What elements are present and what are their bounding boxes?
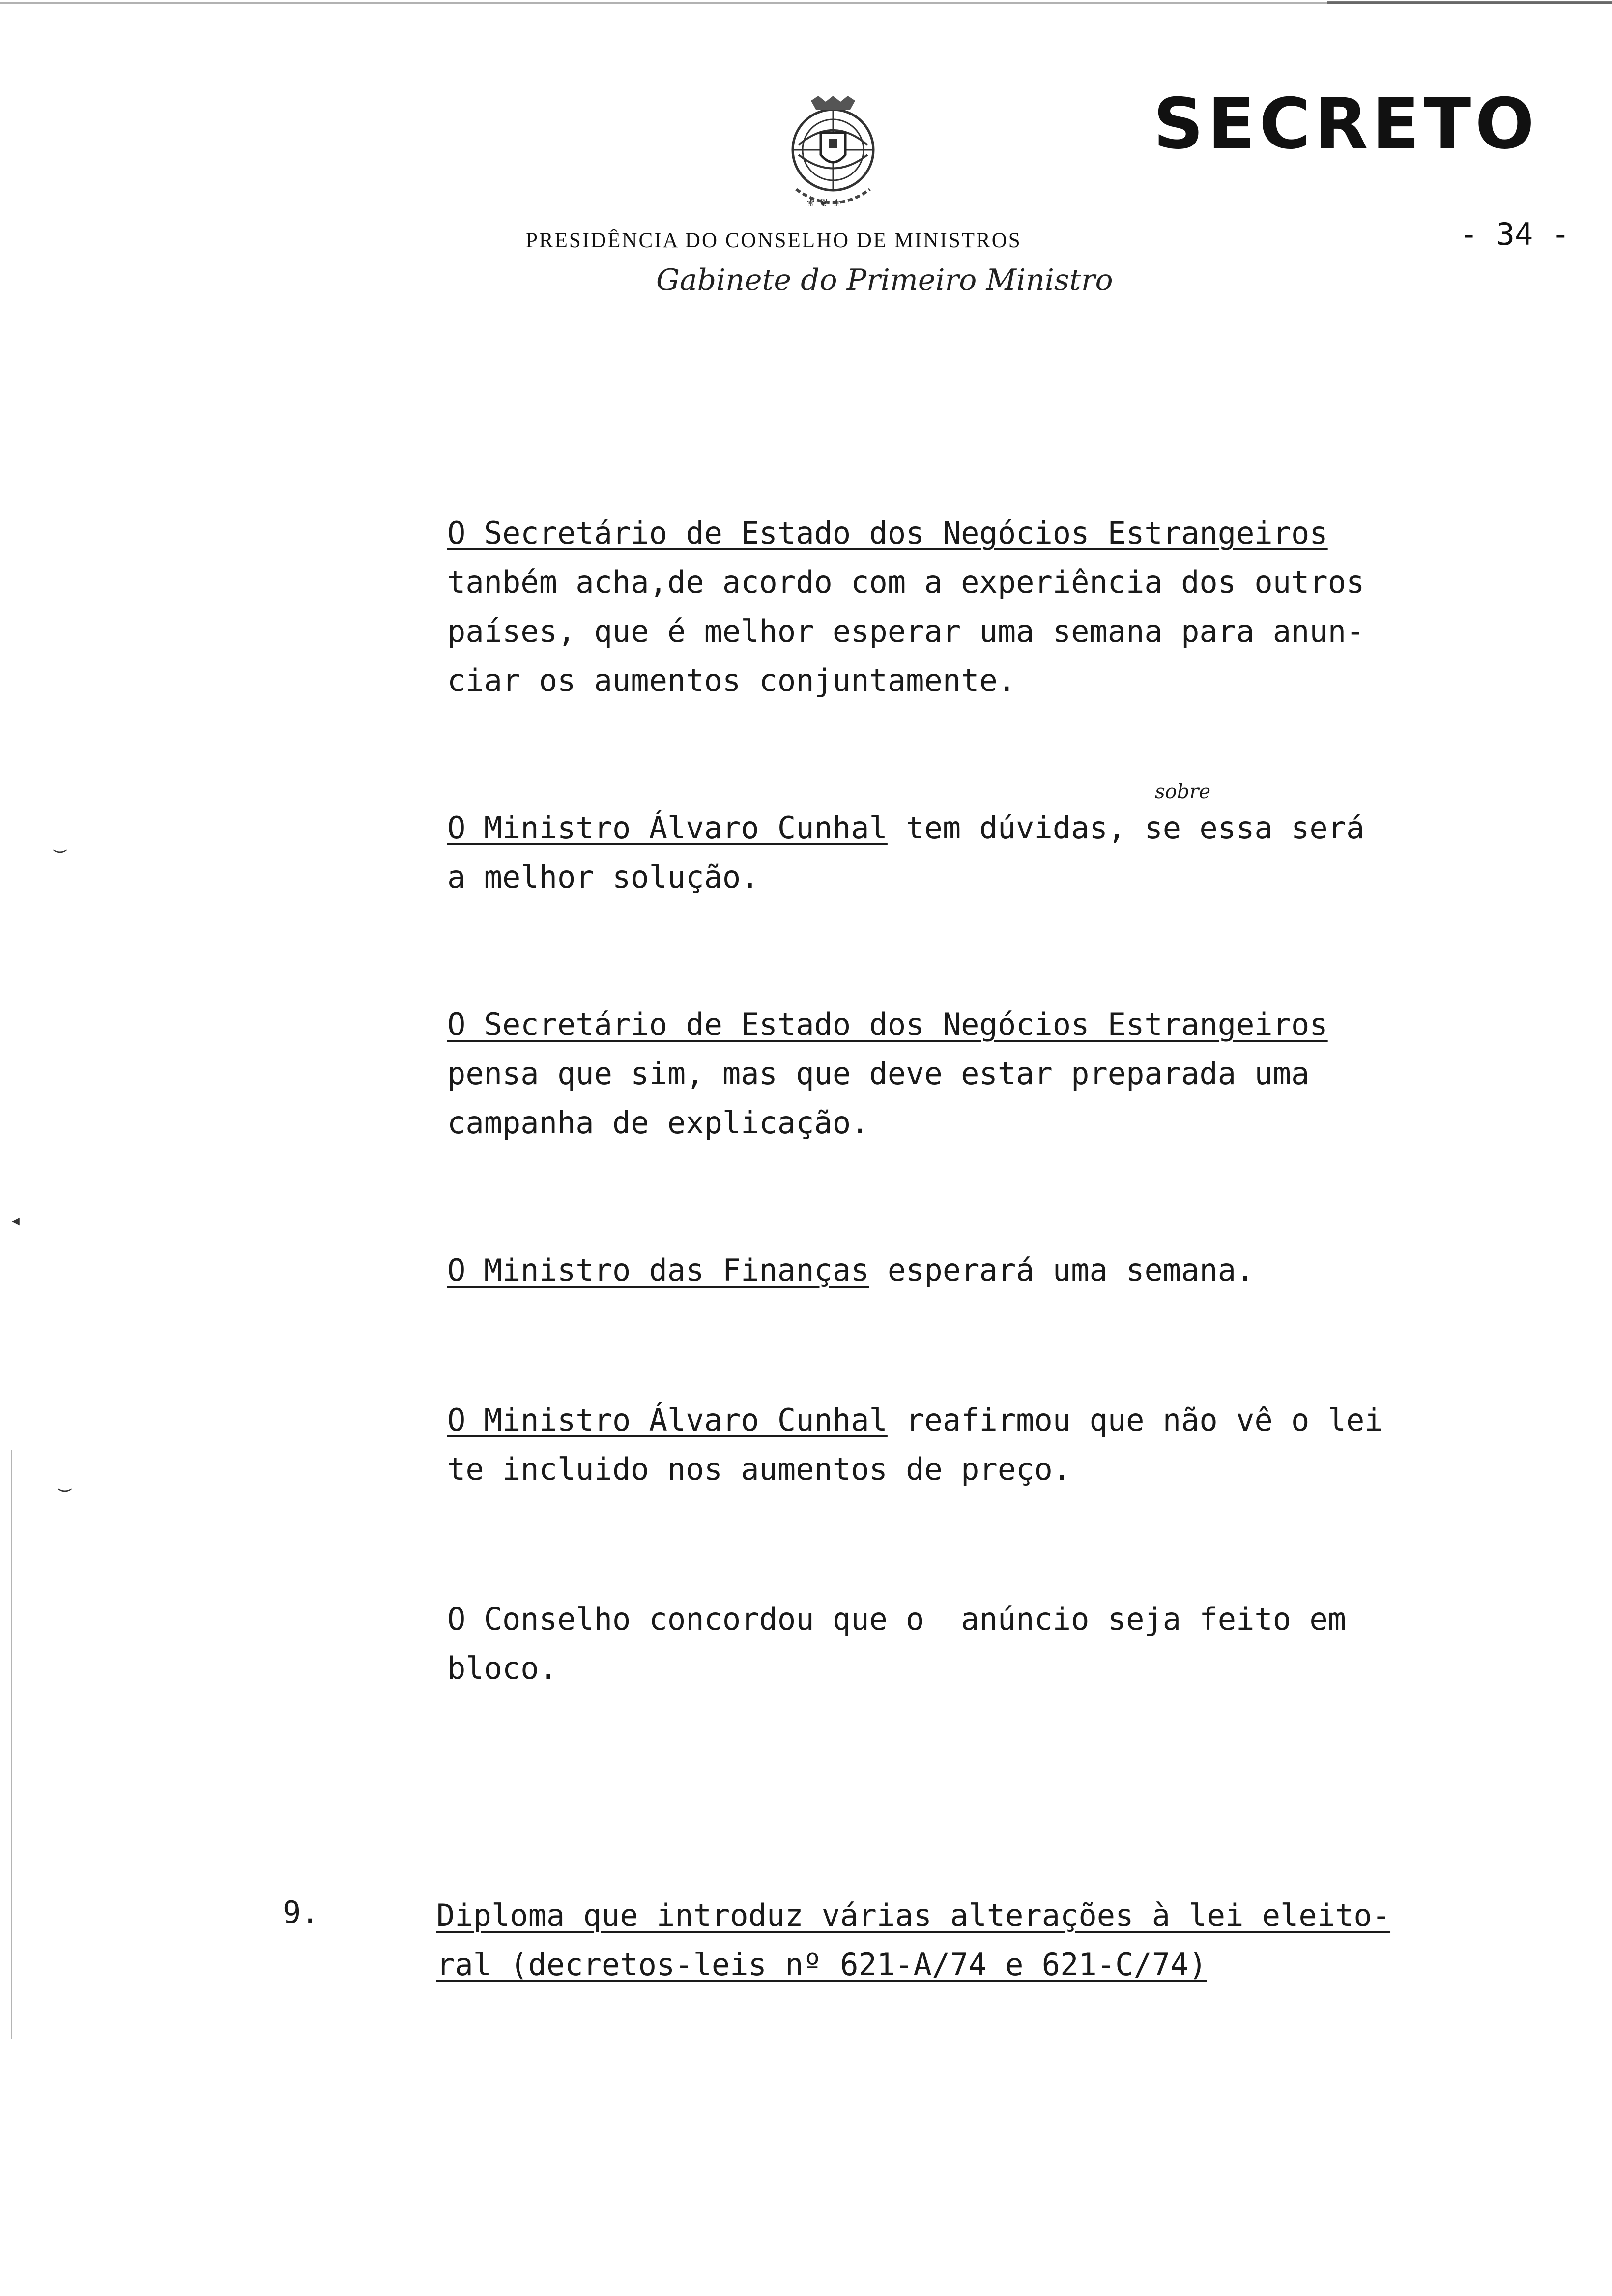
scan-artifact-mark: ‿ [59,1469,71,1492]
coat-of-arms-seal-icon [777,96,890,214]
speaker: O Ministro das Finanças [447,1252,869,1288]
paragraph-4 [447,1246,1254,1295]
paragraph-line: campanha de explicação. [447,1105,869,1141]
page-number: - 34 - [1460,216,1570,252]
paragraph-5 [447,1396,1383,1494]
paragraph-line: tanbém acha,de acordo com a experiência dos outros [447,564,1365,600]
speaker: O Ministro Álvaro Cunhal [447,1402,888,1438]
paragraph-line: O Conselho concordou que o anúncio seja feito em [447,1601,1347,1637]
scan-artifact-mark: ‿ [54,831,66,853]
speaker: O Secretário de Estado dos Negócios Estrangeiros [447,515,1328,551]
paragraph-text: esperará uma semana. [869,1252,1255,1288]
paragraph-line: pensa que sim, mas que deve estar preparada uma [447,1056,1310,1091]
paragraph-line: a melhor solução. [447,859,759,895]
paragraph-1 [447,509,1364,705]
scan-margin-line [11,1450,12,2039]
paragraph-line: países, que é melhor esperar uma semana para anun- [447,613,1365,649]
paragraph-line: ciar os aumentos conjuntamente. [447,662,1016,698]
paragraph-2 [447,804,1364,902]
agenda-item-line: ral (decretos-leis nº 621-A/74 e 621-C/74) [436,1947,1207,1982]
paragraph-line: te incluido nos aumentos de preço. [447,1451,1071,1487]
paragraph-text: reafirmou que não vê o lei [887,1402,1383,1438]
scan-edge-line-right [1327,1,1612,4]
speaker: O Ministro Álvaro Cunhal [447,810,888,846]
paragraph-line: bloco. [447,1650,557,1686]
svg-text:⚜ ❦ ⚜: ⚜ ❦ ⚜ [806,197,841,209]
organization-header: PRESIDÊNCIA DO CONSELHO DE MINISTROS [526,229,1022,252]
paragraph-6 [447,1595,1346,1693]
speaker: O Secretário de Estado dos Negócios Estrangeiros [447,1006,1328,1042]
classification-stamp: SECRETO [1153,84,1538,165]
agenda-item-title [436,1891,1390,1989]
agenda-item-number: 9. [283,1894,319,1930]
paragraph-text: tem dúvidas, se essa será [887,810,1365,846]
agenda-item-line: Diploma que introduz várias alterações à lei eleito- [436,1897,1391,1933]
scan-artifact-mark: ◂ [10,1209,22,1232]
handwritten-annotation: sobre [1155,780,1211,803]
office-handwritten: Gabinete do Primeiro Ministro [656,263,1113,297]
paragraph-3 [447,1000,1328,1148]
